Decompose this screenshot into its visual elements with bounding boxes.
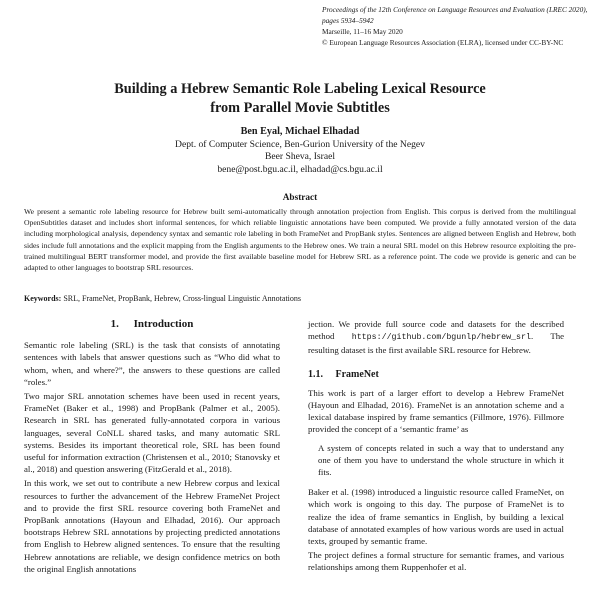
right-column	[308, 318, 564, 576]
framenet-paragraph-3: The project defines a formal structure for semantic frames, and various relationships among them Ruppenhofer et al.	[308, 550, 564, 573]
intro-paragraph-3: In this work, we set out to contribute a new Hebrew corpus and lexical resources to further the advancement of the Hebrew FrameNet Project and to provide the first SRL resource covering both FrameNet and PropBank annotations (Hayoun and Elhadad, 2016). Our approach bootstraps Hebrew SRL annotations by projecting predicted annotations from English to Hebrew aligned sentences. To ensure that the resulting Hebrew annotations are reliable, we design confidence metrics on both the original English annotations	[24, 478, 280, 574]
place-date-line: Marseille, 11–16 May 2020	[322, 27, 403, 36]
intro-paragraph-continued	[308, 318, 564, 357]
author-city: Beer Sheva, Israel	[264, 151, 336, 163]
keywords-label: Keywords:	[24, 294, 62, 303]
author-affiliation: Dept. of Computer Science, Ben-Gurion University of the Negev	[175, 138, 425, 150]
section-title: Introduction	[133, 318, 194, 330]
intro-paragraph-2: Two major SRL annotation schemes have been used in recent years, FrameNet (Baker et al., 1998) and PropBank (Palmer et al., 2005). Research in SRL has generated fully-annotated corpora in various languages, several CoNLL shared tasks, and many automatic SRL systems. Besides its important theoretical role, SRL has been found useful for information extraction (Christensen et al., 2010; Stanovsky et al., 2018) and question answering (FitzGerald et al., 2018).	[24, 391, 280, 475]
github-link[interactable]: https://github.com/bgunlp/hebrew_srl	[351, 333, 531, 343]
proceedings-header	[322, 4, 592, 48]
intro-paragraph-1: Semantic role labeling (SRL) is the task that consists of annotating sentences with labels that answer questions such as “Who did what to whom, when, and where?”, the answers to these questions are called “roles.”	[24, 340, 280, 387]
author-emails[interactable]: bene@post.bgu.ac.il, elhadad@cs.bgu.ac.il	[217, 163, 383, 175]
paper-title	[0, 80, 600, 118]
title-line-1: Building a Hebrew Semantic Role Labeling Lexical Resource	[114, 81, 486, 97]
left-column	[24, 318, 280, 577]
section-number: 1.	[110, 318, 119, 330]
framenet-paragraph-2: Baker et al. (1998) introduced a linguistic resource called FrameNet, on which work is ongoing to this day. The purpose of FrameNet is to realize the idea of frame semantics in English, by building a lexical database of annotated examples of how various words are used in actual texts, grouped by semantic frame.	[308, 487, 564, 547]
continued-text-after: . The resulting dataset is the first available SRL resource for Hebrew.	[308, 331, 565, 356]
subsection-title: FrameNet	[335, 368, 379, 380]
subsection-heading-framenet	[308, 369, 564, 381]
subsection-number: 1.1.	[308, 368, 323, 380]
keywords-text: SRL, FrameNet, PropBank, Hebrew, Cross-lingual Linguistic Annotations	[63, 294, 302, 303]
venue-line: Proceedings of the 12th Conference on Language Resources and Evaluation (LREC 2020), pages 5934–5942	[322, 5, 588, 25]
keywords-line	[24, 293, 576, 304]
license-line: © European Language Resources Association (ELRA), licensed under CC-BY-NC	[322, 38, 564, 47]
author-names: Ben Eyal, Michael Elhadad	[240, 126, 360, 137]
title-line-2: from Parallel Movie Subtitles	[210, 100, 390, 116]
abstract-heading: Abstract	[282, 193, 318, 203]
continued-text-before: jection. We provide full source code and datasets for the described method	[308, 319, 564, 342]
author-block	[0, 126, 600, 176]
framenet-paragraph-1: This work is part of a larger effort to develop a Hebrew FrameNet (Hayoun and Elhadad, 2016). FrameNet is an annotation scheme and a lexical database inspired by frame semantics (Fillmore, 1976). Fillmore provided the concept of a ‘semantic frame’ as	[308, 387, 564, 435]
abstract-text: We present a semantic role labeling resource for Hebrew built semi-automatically through annotation projection from English. This corpus is derived from the multilingual OpenSubtitles dataset and includes short informal sentences, for which reliable linguistic annotations have been computed. We provide a fully annotated version of the data including morphological analysis, dependency syntax and semantic role labeling in both FrameNet and PropBank styles. Sentences are aligned between English and Hebrew, both sides include full annotations and the explicit mapping from the English arguments to the Hebrew ones. We train a neural SRL model on this Hebrew resource exploiting the pre-trained multilingual BERT transformer model, and provide the first available baseline model for Hebrew SRL as a reference point. The code we provide is generic and can be adapted to other languages to bootstrap SRL resources.	[24, 207, 576, 273]
fillmore-quote: A system of concepts related in such a way that to understand any one of them you have to understand the whole structure in which it fits.	[318, 442, 564, 478]
section-heading-introduction	[24, 318, 280, 330]
